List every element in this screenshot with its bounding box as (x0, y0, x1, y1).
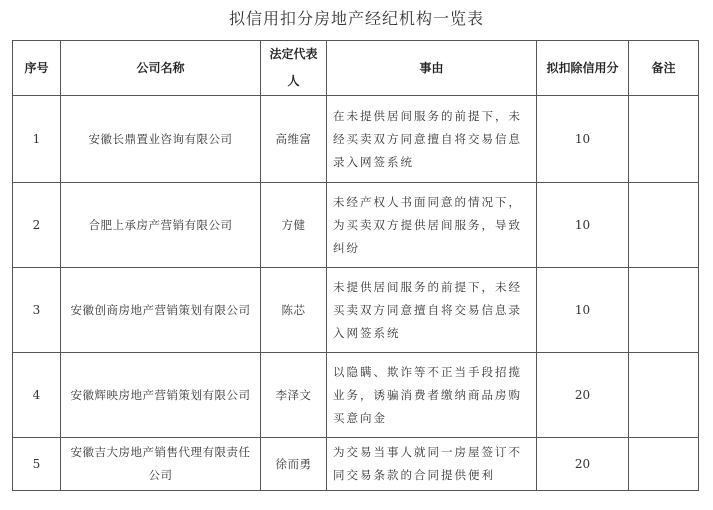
page-title: 拟信用扣分房地产经纪机构一览表 (228, 9, 484, 28)
cell-rep: 方健 (261, 183, 327, 268)
cell-reason: 为交易当事人就同一房屋签订不同交易条款的合同提供便利 (327, 438, 537, 491)
table-row (13, 353, 699, 438)
header-reason: 事由 (327, 41, 537, 96)
cell-seq: 5 (13, 438, 61, 491)
cell-note (629, 353, 699, 438)
header-rep: 法定代表人 (261, 41, 327, 96)
cell-company: 安徽长鼎置业咨询有限公司 (61, 96, 261, 183)
cell-reason: 未经产权人书面同意的情况下，为买卖双方提供居间服务，导致纠纷 (327, 183, 537, 268)
cell-score: 10 (537, 268, 629, 353)
table-row (13, 183, 699, 268)
cell-reason: 以隐瞒、欺诈等不正当手段招揽业务，诱骗消费者缴纳商品房购买意向金 (327, 353, 537, 438)
cell-note (629, 96, 699, 183)
cell-score: 20 (537, 353, 629, 438)
agency-table (12, 40, 699, 491)
cell-reason: 未提供居间服务的前提下，未经买卖双方同意擅自将交易信息录入网签系统 (327, 268, 537, 353)
table-row (13, 438, 699, 491)
cell-note (629, 183, 699, 268)
cell-score: 20 (537, 438, 629, 491)
cell-rep: 高维富 (261, 96, 327, 183)
cell-note (629, 268, 699, 353)
table-row (13, 96, 699, 183)
table-header-row (13, 41, 699, 96)
cell-score: 10 (537, 96, 629, 183)
cell-company: 安徽辉映房地产营销策划有限公司 (61, 353, 261, 438)
cell-company: 安徽吉大房地产销售代理有限责任公司 (61, 438, 261, 491)
cell-rep: 李泽文 (261, 353, 327, 438)
cell-reason: 在未提供居间服务的前提下，未经买卖双方同意擅自将交易信息录入网签系统 (327, 96, 537, 183)
table-row (13, 268, 699, 353)
cell-seq: 1 (13, 96, 61, 183)
cell-company: 安徽创商房地产营销策划有限公司 (61, 268, 261, 353)
cell-seq: 3 (13, 268, 61, 353)
cell-seq: 2 (13, 183, 61, 268)
cell-note (629, 438, 699, 491)
header-score: 拟扣除信用分 (537, 41, 629, 96)
cell-company: 合肥上承房产营销有限公司 (61, 183, 261, 268)
header-note: 备注 (629, 41, 699, 96)
cell-rep: 徐而勇 (261, 438, 327, 491)
cell-rep: 陈芯 (261, 268, 327, 353)
header-seq: 序号 (13, 41, 61, 96)
header-company: 公司名称 (61, 41, 261, 96)
cell-seq: 4 (13, 353, 61, 438)
cell-score: 10 (537, 183, 629, 268)
